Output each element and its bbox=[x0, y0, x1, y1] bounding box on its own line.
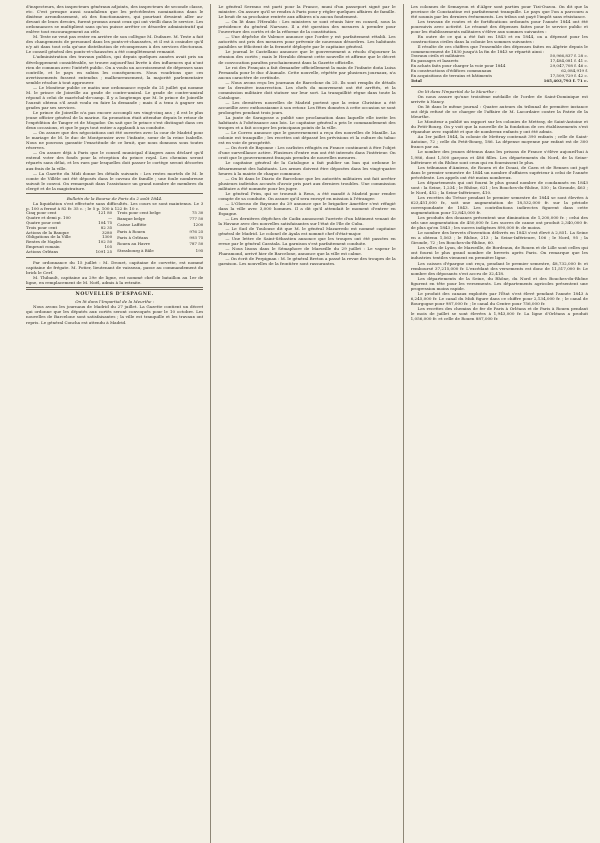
columns bbox=[26, 4, 588, 843]
article-paragraph: — On écrit de Bayonne : Les carlistes réfugiés en France continuent à être l'objet d'une surveillance active. Plusieurs d'entre eux ont été internés dans l'intérieur. On croit que le gouvernement français prendra de nouvelles mesures. bbox=[218, 145, 396, 161]
article-paragraph: — Une lettre de Saint-Sébastien annonce que les troupes ont été passées en revue par le général Caratala. La garnison s'est parfaitement conduite. bbox=[218, 236, 396, 247]
article-paragraph: — L'Oloroso de Bayonne du 29 annonce que le brigadier Amettler s'est réfugié dans la ville avec 3,000 hommes. Il a dit qu'il attendait le moment d'entrer en Espagne. bbox=[218, 200, 396, 216]
row-value: 1200 bbox=[193, 222, 204, 228]
divider bbox=[26, 257, 203, 258]
column-2 bbox=[218, 4, 395, 843]
row-label: Trois pour cent bbox=[26, 224, 58, 230]
article-paragraph: Le journal le Castellano annonce que le gouvernement a résolu d'ajourner la réunion des cortès ; mais le Heraldo dément cette nouvelle et affirme que le décret de convocation paraîtra prochainement dans la Gazette officielle. bbox=[218, 49, 396, 65]
article-paragraph: — Le Moniteur publie ce matin une ordonnance royale du 21 juillet qui nomme M. le prince de Joinville au grade de contre-amiral. Le grade de contre-amiral répond à celui de maréchal-de-camp. Il y a longtemps que M. le prince de Joinville l'aurait obtenu s'il avait voulu en faire la demande ; mais il a tenu à gagner ses grades par ses services. bbox=[26, 84, 204, 110]
expense-total-value: 165,403,793 f. 71 c. bbox=[543, 78, 588, 83]
article-paragraph: Les villes de Lyon, de Marseille, de Bordeaux, de Rouen et de Lille sont celles qui ont fourni le plus grand nombre de brevets après Paris. On remarque que les industries textiles viennent en première ligne. bbox=[410, 245, 588, 261]
article-paragraph: Le produit des canaux exploités par l'État s'est élevé pendant l'année 1843 à 6,245,000 fr. Le canal du Midi figure dans ce chiffre pour 2,134,000 fr. ; le canal de Bourgogne pour 987,000 fr. ; le canal du Centre pour 756,000 fr. bbox=[410, 290, 588, 306]
row-value: 75 30 bbox=[191, 209, 204, 215]
row-label: Quatre et demi p. 100 bbox=[26, 214, 71, 220]
row-label: En passages et lazarets bbox=[410, 58, 459, 64]
article-paragraph: — Les dernières nouvelles de Madrid portent que la reine Christine a été accueillie avec enthousiasme à son retour. Les fêtes données à cette occasion se sont prolongées pendant trois jours. bbox=[218, 99, 396, 115]
column-rule bbox=[210, 4, 211, 843]
article-paragraph: On lit dans le même journal : Quatre auteurs du tribunal de première instance ont déjà refusé de se charger de l'affaire de M. Lacordaire contre la Patrie de la Meurthe. bbox=[410, 104, 588, 120]
article-paragraph: — On lit dans l'Heraldo : Les ministres se sont réunis hier en conseil, sous la présidence du général Narvaez. Il a été question des mesures à prendre pour l'ouverture des cortès et de la réforme de la constitution. bbox=[218, 19, 396, 35]
article-paragraph: M. Thibault, capitaine au 29e de ligne, est nommé chef de bataillon au 1er de ligne, en remplacement de M. Noël, admis à la retraite. bbox=[26, 275, 204, 286]
article-paragraph: — La Gazette du Midi donne les détails suivants : Les restes mortels de M. le comte de Villèle ont été déposés dans le caveau de famille ; une foule nombreuse suivait le convoi. On remarquait dans l'assistance un grand nombre de membres du clergé et de la magistrature. bbox=[26, 170, 204, 191]
row-value: 105 bbox=[104, 244, 113, 250]
article-paragraph: Les travaux de routes et de fortifications ordonnés pour l'année 1844 ont été poursuivis avec activité. Le résumé des dépenses faites pour le service public et pour les établissements militaires s'élève aux sommes suivantes : bbox=[410, 19, 588, 35]
article-paragraph: Le roi des Français a fait demander officiellement la main de l'infante doña Luisa Fernanda pour le duc d'Aumale. Cette nouvelle, répétée par plusieurs journaux, n'a aucun caractère de certitude. bbox=[218, 64, 396, 80]
article-paragraph: Les recettes des chemins de fer de Paris à Orléans et de Paris à Rouen pendant le mois de juillet se sont élevées à 1,943,000 fr. La ligne d'Orléans a produit 1,056,000 fr. et celle de Rouen 887,000 fr. bbox=[410, 305, 588, 322]
divider bbox=[411, 86, 588, 87]
article-paragraph: L'administration des travaux publics, qui depuis quelques années avait pris un développement considérable, se trouve aujourd'hui livrée à des influences qui n'ont rien de commun avec l'intérêt public. On a voulu un accroissement de dépenses sans contrôle, et le pays en subira les conséquences. Nous voudrions que ces avertissements fussent entendus ; malheureusement, la majorité parlementaire semble résolue à tout approuver. bbox=[26, 54, 204, 85]
article-paragraph: Le prince de Joinville n'a pas encore accompli ses vingt-cinq ans ; il est le plus jeune officier général de la marine. Sa promotion était attendue depuis le retour de l'expédition de Tanger et de Mogador. On sait que le prince s'est distingué dans ces deux occasions, et que le pays tout entier a applaudi à sa conduite. bbox=[26, 109, 204, 131]
market-title: Bulletin de la Bourse de Paris du 2 août 1844. bbox=[66, 195, 163, 201]
article-paragraph: Le nombre des brevets d'invention délivrés en 1843 s'est élevé à 2,851. La Seine en a obtenu 1,563 ; le Rhône, 213 ; la Seine-Inférieure, 106 ; le Nord, 95 ; la Gironde, 72 ; les Bouches-du-Rhône, 60. bbox=[410, 230, 588, 246]
expense-total-row bbox=[411, 79, 588, 84]
row-value: 29,047,708 f. 46 c. bbox=[550, 63, 588, 69]
article-paragraph: Le Moniteur a publié un rapport sur les colonies de Mettray, de Saint-Antoine et du Petit-Bourg. On y voit que la nouvelle de la fondation de ces établissements s'est répandue avec rapidité et que de nombreux enfants y ont été admis. bbox=[410, 119, 588, 135]
article-paragraph: Nous avons les journaux de Madrid du 27 juillet. La Gazette contient un décret qui ordonne que les députés aux cortès seront convoqués pour le 10 octobre. Les nouvelles de Barcelone sont satisfaisantes ; la ville est tranquille et les travaux ont repris. Le général Concha est attendu à Madrid. bbox=[26, 304, 204, 325]
row-label: Rentes de Naples bbox=[26, 239, 62, 245]
market-tables bbox=[26, 211, 203, 255]
article-paragraph: M. Teste ne veut pas rester en arrière de son collègue M. Dufaure. M. Teste a fait des changements de personnel dans les ponts-et-chaussées, et il est à craindre qu'il n'y ait dans tout cela qu'une distribution de récompenses à des services électoraux. Le conseil général des ponts-et-chaussées a été complètement remanié. bbox=[26, 34, 204, 55]
row-value: 50,966,837 f. 28 c. bbox=[550, 53, 588, 59]
article-paragraph: — Le Correo annonce que le gouvernement a reçu des nouvelles de Manille. La colonie est tranquille ; les recettes ont dépassé les prévisions et la culture du tabac est en voie de prospérité. bbox=[218, 130, 396, 146]
article-paragraph: — Les dernières dépêches de Cadix annoncent l'arrivée d'un bâtiment venant de la Havane avec des nouvelles satisfaisantes sur l'état de l'île de Cuba. bbox=[218, 215, 396, 227]
row-value: 17,509,729 f. 42 c. bbox=[550, 73, 588, 79]
row-label: Emprunt romain bbox=[26, 244, 60, 250]
market-table-left bbox=[26, 211, 112, 255]
article-paragraph: On lit dans l'Impartial de la Meurthe : bbox=[417, 88, 497, 94]
article-paragraph: Les départements de la Seine, du Rhône, du Nord et des Bouches-du-Rhône figurent en tête pour les versements. Les départements agricoles présentent une progression moins rapide. bbox=[410, 275, 588, 291]
market-note: La liquidation s'est effectuée sans difficultés. Les cours se sont maintenus. Le 3 p. 100 a fermé à 82 fr. 35 c. ; le 5 p. 100 à 122 fr. 10 c. bbox=[26, 200, 204, 211]
row-label: Strasbourg à Bâle bbox=[117, 247, 154, 253]
row-value: 102 50 bbox=[98, 239, 113, 245]
expense-total-label: Total bbox=[410, 78, 422, 83]
row-label: Actions de la Banque bbox=[26, 229, 69, 235]
article-paragraph: — On écrit de Perpignan : M. le général Breton a passé la revue des troupes de la garnison. Les nouvelles de la frontière sont rassurantes. bbox=[218, 256, 396, 267]
article-paragraph: d'inspecteurs, des inspecteurs généraux adjoints, des inspecteurs de seconde classe, etc. C'est presque aussi scandaleux que les précédentes nominations dans le dixième arrondissement, où des fonctionnaires, qui pourtant devaient aller au-devant de leurs devoirs, furent promus avant ceux qui ont vieilli dans le service. Les ordonnances se multiplient sans qu'on puisse arrêter ce désordre administratif qui enlève tout encouragement au zèle. bbox=[26, 4, 204, 35]
table-row bbox=[26, 250, 112, 255]
row-label: Caisse Laffitte bbox=[117, 222, 147, 228]
row-value: 993 75 bbox=[189, 235, 204, 241]
row-value: 82 35 bbox=[100, 224, 113, 230]
column-3 bbox=[411, 4, 588, 843]
double-divider bbox=[26, 287, 203, 290]
table-row bbox=[117, 249, 203, 255]
row-label: Travaux civils et militaires bbox=[410, 53, 465, 59]
article-paragraph: Les caisses d'épargne ont reçu, pendant le premier semestre, 48,732,000 fr. et remboursé 37,215,000 fr. L'excédant des versements est donc de 11,517,000 fr. Le nombre des déposants s'est accru de 32,418. bbox=[410, 260, 588, 276]
row-label: Quatre pour cent bbox=[26, 219, 61, 225]
row-value: 777 50 bbox=[189, 216, 204, 222]
article-paragraph: Le nombre des jeunes détenus dans les prisons de France s'élève aujourd'hui à 1,986, dont 1,500 garçons et 486 filles. Les départements du Nord, de la Seine-Inférieure et du Rhône sont ceux qui en fournissent le plus. bbox=[410, 149, 588, 165]
article-paragraph: Les départements qui ont fourni le plus grand nombre de condamnés en 1843 sont : la Seine, 1,234 ; le Rhône, 621 ; les Bouches-du-Rhône, 530 ; la Gironde, 463 ; le Nord, 452 ; la Seine-Inférieure, 410. bbox=[410, 179, 588, 195]
row-value: 1091 25 bbox=[95, 249, 113, 255]
row-value: 17,484,081 f. 41 c. bbox=[550, 58, 588, 64]
article-paragraph: — Nous lisons dans le Sémaphore de Marseille du 29 juillet : Le vapeur le Pharamond, arrivé hier de Barcelone, annonce que la ville est calme. bbox=[218, 246, 396, 257]
article-paragraph: — On lit dans le Diario de Barcelone que les autorités militaires ont fait arrêter plusieurs individus accusés d'avoir pris part aux derniers troubles. Une commission militaire a été nommée pour les juger. bbox=[218, 175, 396, 191]
section-subheading: On lit dans l'Impartial de la Meurthe : bbox=[75, 299, 155, 305]
article-paragraph: Les colonnes de Semayron et d'Alger sont parties pour Tizi-Ouzou. On dit que la province de Constantine est parfaitement tranquille. Le pays que l'on a parcouru a été soumis par les derniers événements. Les tribus ont payé l'impôt sans résistance. bbox=[410, 4, 588, 20]
article-paragraph: — On assure que des négociations ont été ouvertes avec la cour de Madrid pour le mariage de M. le duc de Montpensier avec l'infante, sœur de la reine Isabelle. Nous ne pouvons garantir l'exactitude de ce bruit, que nous donnons sous toutes réserves. bbox=[26, 130, 204, 151]
row-value: 121 80 bbox=[98, 209, 113, 215]
article-paragraph: Les recettes du Trésor pendant le premier semestre de 1844 se sont élevées à 623,451,000 fr., soit une augmentation de 18,532,000 fr. sur la période correspondante de 1843. Les contributions indirectes figurent dans cette augmentation pour 12,843,000 fr. bbox=[410, 194, 588, 216]
row-label: Obligations de la Ville bbox=[26, 234, 71, 240]
column-1 bbox=[26, 4, 203, 843]
column-rule bbox=[403, 4, 404, 843]
market-table-right bbox=[117, 211, 203, 255]
row-value: 104 75 bbox=[98, 219, 113, 225]
row-value: — bbox=[108, 214, 113, 220]
article-paragraph: Le général Serrano est parti pour la France, muni d'un passeport signé par le ministre. On assure qu'il se rendra à Paris pour y régler quelques affaires de famille. Le bruit de sa prochaine rentrée aux affaires n'a aucun fondement. bbox=[218, 4, 396, 20]
row-label: En acquisitions de terrains et bâtiments bbox=[410, 73, 493, 79]
row-value: 62,084,919 f. bbox=[561, 68, 588, 74]
article-paragraph: Par ordonnance du 15 juillet : M. Drouet, capitaine de corvette, est nommé capitaine de frégate. M. Potier, lieutenant de vaisseau, passe au commandement du brick le Cerf. bbox=[26, 260, 204, 276]
article-paragraph: Les produits des douanes présentent une diminution de 1,200,000 fr. ; celui des sels une augmentation de 450,000 fr. Les sucres de canne ont produit 2,340,000 fr. de plus qu'en 1843 ; les sucres indigènes 890,000 fr. de moins. bbox=[410, 215, 588, 231]
article-paragraph: Le général Prim, qui se trouvait à Reus, a été mandé à Madrid pour rendre compte de sa conduite. On assure qu'il sera envoyé en mission à l'étranger. bbox=[218, 190, 396, 201]
row-value: 3280 bbox=[101, 229, 113, 235]
row-label: Actions Orléans bbox=[26, 249, 59, 255]
article-paragraph: On nous assure qu'une troisième médaille de l'ordre de Saint-Dominique est arrivée à Nancy. bbox=[410, 93, 588, 104]
row-value: 976 25 bbox=[189, 228, 204, 234]
row-value: 195 bbox=[195, 247, 204, 253]
article-paragraph: — Le Sud de Toulouse dit que M. le général Mazarredo est nommé capitaine général de Madrid. Le colonel de Ayala est nommé chef d'état-major. bbox=[218, 226, 396, 237]
row-label: Paris à Orléans bbox=[117, 235, 149, 241]
row-label: Banque belge bbox=[117, 216, 145, 222]
article-paragraph: En outre de ce qui a été fait en 1843 et en 1844, on a dépensé pour les constructions civiles dans la colonie les sommes suivantes : bbox=[410, 34, 588, 45]
section-heading: NOUVELLES D'ESPAGNE. bbox=[75, 292, 154, 298]
expense-table bbox=[411, 54, 588, 83]
article-paragraph: Au 1er juillet 1844, la colonie de Mettray contenait 390 enfants ; celle de Saint-Antoine, 72 ; celle du Petit-Bourg, 186. La dépense moyenne par enfant est de 300 francs par an. bbox=[410, 134, 588, 150]
article-paragraph: Les tribunaux d'Amiens, de Rouen et de Douai, de Caen et de Rennes ont jugé dans le premier semestre de 1844 un nombre d'affaires supérieur à celui de l'année précédente. Les appels ont été moins nombreux. bbox=[410, 164, 588, 180]
row-value: 787 50 bbox=[189, 241, 204, 247]
row-label: En constructions d'édifices communaux bbox=[410, 68, 492, 74]
divider bbox=[26, 193, 203, 194]
article-paragraph: — Nous avons reçu les journaux de Barcelone du 25. Ils sont remplis de détails sur la dernière insurrection. Les chefs du mouvement ont été arrêtés, et la commission militaire doit statuer sur leur sort. La tranquillité règne dans toute la Catalogne. bbox=[218, 79, 396, 100]
row-label: Cinq pour cent bbox=[26, 209, 57, 215]
expense-intro: Il résulte de ces chiffres que l'ensemble des dépenses faites en Algérie depuis le commencement de 1830 jusqu'à la fin de 1843 se répartit ainsi : bbox=[410, 44, 588, 55]
row-value: 1300 bbox=[101, 234, 113, 240]
row-label: Rouen au Havre bbox=[117, 241, 151, 247]
row-label: En achats faits pour charger la voie pour 1844 bbox=[410, 63, 506, 69]
article-paragraph: — On assure déjà à Paris que le conseil municipal d'Angers aura déclaré qu'il entend voter des fonds pour la réception du prince royal. Les chemins seront réparés sans délai, et les rues par lesquelles doit passer le cortège seront décorées aux frais de la ville. bbox=[26, 150, 204, 171]
row-label: Trois pour cent belge bbox=[117, 209, 161, 215]
article-paragraph: Le capitaine général de la Catalogne a fait publier un ban qui ordonne le désarmement des habitants. Les armes doivent être déposées dans les vingt-quatre heures à la mairie de chaque commune. bbox=[218, 160, 396, 176]
article-paragraph: La junte de Saragosse a publié une proclamation dans laquelle elle invite les habitants à l'obéissance aux lois. Le capitaine général a pris le commandement des troupes et a fait occuper les principaux points de la ville. bbox=[218, 115, 396, 131]
row-label: Paris à Rouen bbox=[117, 228, 146, 234]
article-paragraph: — Une dépêche de Valence annonce que l'ordre y est parfaitement rétabli. Les autorités ont pris des mesures pour prévenir de nouveaux désordres. Les habitants paisibles se félicitent de la fermeté déployée par le capitaine général. bbox=[218, 34, 396, 50]
